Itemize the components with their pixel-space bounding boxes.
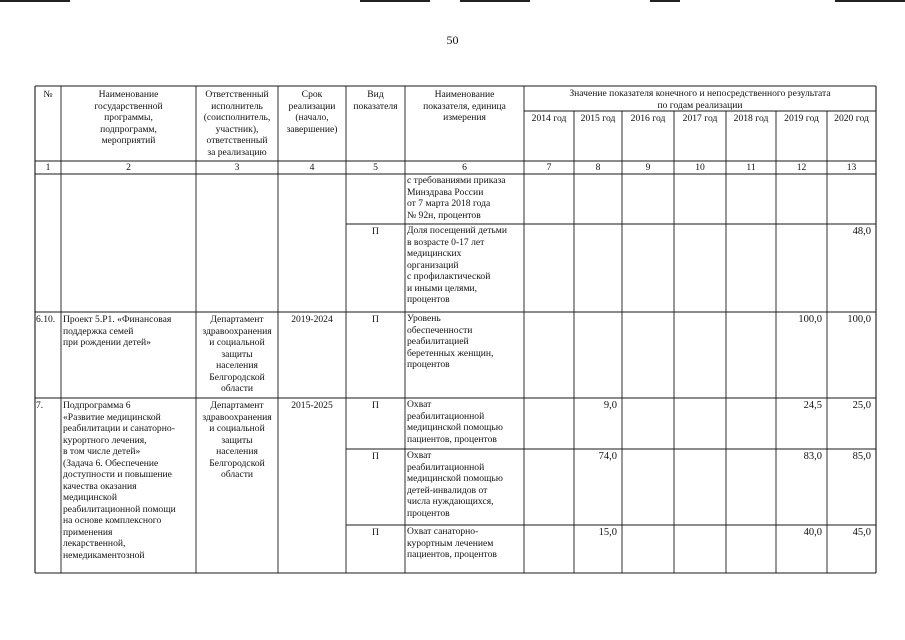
header-col-indicator: Наименование показателя, единица измерения [423, 89, 506, 123]
header-year: 2014 год [531, 113, 567, 124]
column-number: 8 [595, 162, 601, 173]
row-indicator-kind: П [372, 400, 379, 411]
column-number: 6 [462, 162, 467, 173]
row-indicator-name: Охват реабилитационной медицинской помощью детей-инвалидов от числа нуждающихся, процентов [407, 450, 503, 519]
row-value: 83,0 [803, 451, 822, 462]
row-number: 7. [36, 400, 44, 411]
column-number: 9 [645, 162, 651, 173]
row-responsible: Департамент здравоохранения и социальной защиты населения Белгородской области [202, 314, 272, 394]
column-number: 12 [796, 162, 807, 173]
row-indicator-kind: П [372, 527, 379, 538]
row-indicator-kind: П [372, 226, 379, 237]
header-year: 2016 год [630, 113, 666, 124]
header-year: 2015 год [580, 113, 616, 124]
header-year: 2017 год [682, 113, 718, 124]
row-value: 45,0 [852, 527, 871, 538]
row-indicator-kind: П [372, 451, 379, 462]
row-value: 15,0 [598, 527, 617, 538]
row-indicator-name: с требованиями приказа Минздрава России от 7 марта 2018 года № 92н, процентов [407, 175, 506, 221]
row-number: 6.10. [36, 314, 56, 325]
column-number: 7 [546, 162, 552, 173]
row-program-name: Проект 5.Р1. «Финансовая поддержка семей при рождении детей» [63, 314, 172, 348]
row-indicator-name: Уровень обеспеченности реабилитацией беретенных женщин, процентов [407, 313, 494, 370]
header-col-name: Наименование государственной программы, подпрограмм, мероприятий [94, 89, 163, 146]
row-value: 25,0 [852, 400, 871, 411]
column-number: 3 [234, 162, 240, 173]
row-value: 24,5 [803, 400, 822, 411]
row-value: 74,0 [598, 451, 617, 462]
column-number: 10 [695, 162, 705, 173]
column-number: 13 [846, 162, 857, 173]
header-col-number: № [43, 89, 53, 100]
row-value: 9,0 [603, 400, 617, 411]
row-program-name: Подпрограмма 6 «Развитие медицинской реабилитации и санаторно- курортного лечения, в том числе детей» (Задача 6. Обеспечение доступности и повышение качества оказания медицинской реабилитационной помощи на основе комплексного применения лекарственной, немедикаментозной [63, 400, 176, 561]
row-indicator-name: Доля посещений детьми в возрасте 0-17 лет медицинских организаций с профилактической и иными целями, процентов [407, 225, 507, 305]
column-number: 5 [373, 162, 378, 173]
header-year: 2020 год [834, 113, 869, 124]
row-responsible: Департамент здравоохранения и социальной защиты населения Белгородской области [202, 400, 272, 480]
header-col-values: Значение показателя конечного и непосредственного результата по годам реализации [569, 88, 831, 111]
row-indicator-name: Охват санаторно- курортным лечением пациентов, процентов [407, 526, 497, 560]
row-value: 100,0 [798, 314, 822, 325]
row-value: 48,0 [852, 226, 871, 237]
column-number: 1 [45, 162, 51, 173]
column-number: 11 [746, 162, 756, 173]
header-col-term: Срок реализации (начало, завершение) [286, 89, 338, 135]
row-value: 40,0 [803, 527, 822, 538]
header-year: 2019 год [784, 113, 819, 124]
header-col-kind: Вид показателя [353, 89, 398, 112]
header-col-responsible: Ответственный исполнитель (соисполнитель, участник), ответственный за реализацию [203, 89, 271, 158]
row-term: 2019-2024 [291, 314, 333, 325]
column-number: 4 [309, 162, 315, 173]
page-number: 50 [446, 33, 459, 47]
column-number: 2 [126, 162, 131, 173]
row-value: 100,0 [847, 314, 871, 325]
row-value: 85,0 [852, 451, 871, 462]
header-year: 2018 год [733, 113, 769, 124]
row-indicator-kind: П [372, 314, 379, 325]
row-term: 2015-2025 [291, 400, 333, 411]
row-indicator-name: Охват реабилитационной медицинской помощью пациентов, процентов [407, 399, 503, 445]
